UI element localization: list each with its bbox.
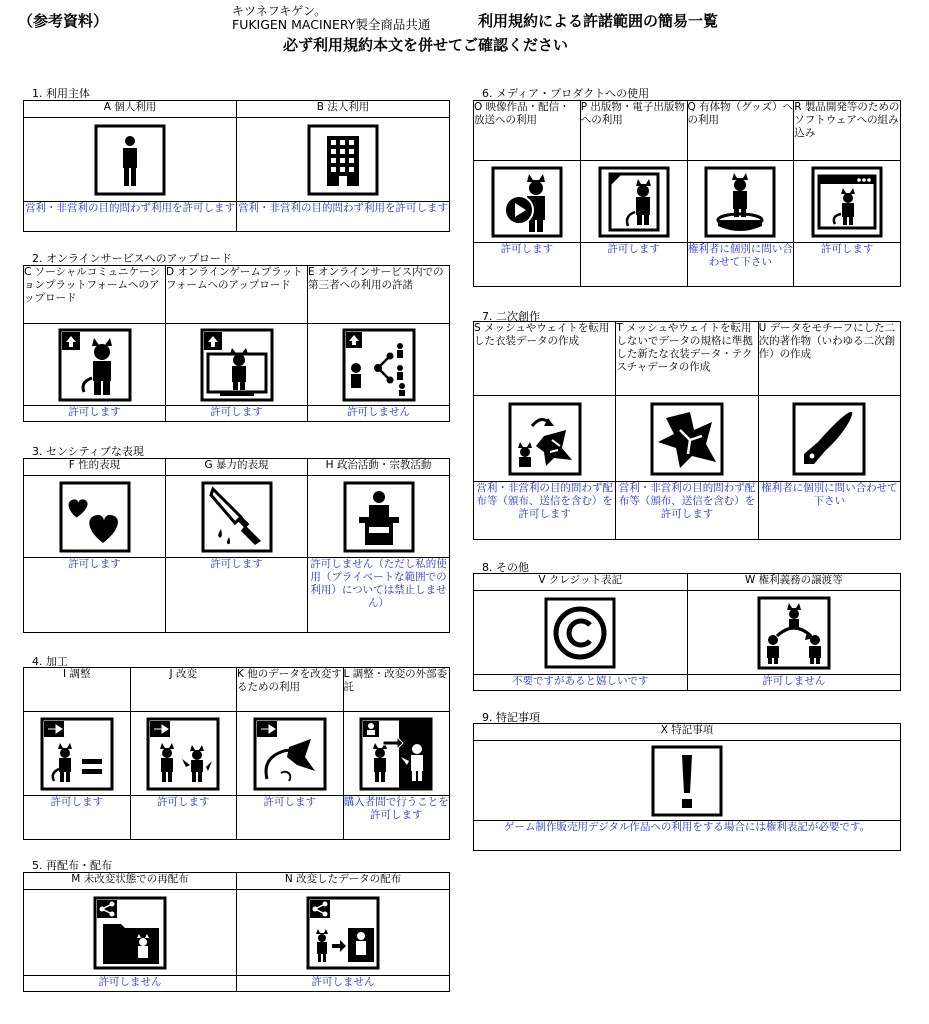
section-table-usage-subject xyxy=(23,100,450,232)
item-label-k: K 他のデータを改変するための利用 xyxy=(237,668,344,712)
brand-name-kana: キツネフキゲン。 xyxy=(232,4,327,18)
figure-icon xyxy=(704,166,776,238)
item-answer-d: 許可します xyxy=(166,406,308,422)
item-answer-b: 営利・非営利の目的問わず利用を許可します xyxy=(237,202,450,232)
item-answer-a: 営利・非営利の目的問わず利用を許可します xyxy=(24,202,237,232)
item-answer-r: 許可します xyxy=(794,243,901,287)
section-heading-derivative: 7. 二次創作 xyxy=(482,310,540,323)
item-label-x: X 特記事項 xyxy=(474,724,901,741)
item-label-h: H 政治活動・宗教活動 xyxy=(308,459,450,476)
section-heading-online-upload: 2. オンラインサービスへのアップロード xyxy=(32,252,232,265)
page-title: 利用規約による許諾範囲の簡易一覧 xyxy=(478,12,719,30)
item-answer-o: 許可します xyxy=(474,243,581,287)
item-label-w: W 権利義務の譲渡等 xyxy=(687,574,901,591)
item-answer-t: 営利・非営利の目的問わず配布等（頒布、送信を含む）を許可します xyxy=(616,482,758,540)
hearts-icon xyxy=(59,481,131,553)
knife-icon xyxy=(201,481,273,553)
item-answer-e: 許可しません xyxy=(308,406,450,422)
item-label-t: T メッシュやウェイトを転用しないでデータの規格に準拠した新たな衣装データ・テクスチャデータの作成 xyxy=(616,322,758,396)
item-answer-q: 権利者に個別に問い合わせて下さい xyxy=(687,243,794,287)
item-label-g: G 暴力的表現 xyxy=(166,459,308,476)
item-label-m: M 未改変状態での再配布 xyxy=(24,873,237,890)
section-heading-other: 8. その他 xyxy=(482,561,529,574)
podium-icon xyxy=(343,481,415,553)
section-table-processing xyxy=(23,667,450,840)
section-table-redistribution xyxy=(23,872,450,992)
item-answer-n: 許可しません xyxy=(237,976,450,992)
mesh-transfer-icon xyxy=(508,402,582,476)
building-icon xyxy=(307,124,379,196)
section-table-sensitive xyxy=(23,458,450,633)
item-answer-g: 許可します xyxy=(166,558,308,633)
upload-game-icon xyxy=(200,328,274,402)
section-table-online-upload xyxy=(23,265,450,422)
brand-block xyxy=(232,4,430,32)
item-answer-s: 営利・非営利の目的問わず配布等（頒布、送信を含む）を許可します xyxy=(474,482,616,540)
section-heading-special-notes: 9. 特記事項 xyxy=(482,711,540,724)
item-label-i: I 調整 xyxy=(24,668,131,712)
item-label-p: P 出版物・電子出版物への利用 xyxy=(580,101,687,161)
page-subtitle: 必ず利用規約本文を併せてご確認ください xyxy=(283,36,569,54)
section-table-media xyxy=(473,100,901,287)
item-label-j: J 改変 xyxy=(130,668,237,712)
outsource-icon xyxy=(359,717,433,791)
section-table-other xyxy=(473,573,901,691)
video-icon xyxy=(491,166,563,238)
item-label-l: L 調整・改変の外部委託 xyxy=(343,668,450,712)
copyright-icon xyxy=(544,597,616,669)
section-heading-processing: 4. 加工 xyxy=(32,655,68,668)
item-label-o: O 映像作品・配信・放送への利用 xyxy=(474,101,581,161)
brand-scope: FUKIGEN MACINERY製全商品共通 xyxy=(232,17,431,32)
software-icon xyxy=(811,166,883,238)
section-heading-media: 6. メディア・プロダクトへの使用 xyxy=(482,87,650,100)
reference-label: （参考資料） xyxy=(18,12,109,30)
section-heading-sensitive: 3. センシティブな表現 xyxy=(32,445,144,458)
item-answer-j: 許可します xyxy=(130,796,237,840)
modify-icon xyxy=(146,717,220,791)
pen-icon xyxy=(792,402,866,476)
item-answer-x: ゲーム制作販売用デジタル作品への利用をする場合には権利表記が必要です。 xyxy=(474,821,901,851)
item-label-r: R 製品開発等のためのソフトウェアへの組み込み xyxy=(794,101,901,161)
section-table-derivative xyxy=(473,321,901,540)
item-label-d: D オンラインゲームプラットフォームへのアップロード xyxy=(166,266,308,324)
item-answer-p: 許可します xyxy=(580,243,687,287)
item-label-a: A 個人利用 xyxy=(24,101,237,118)
item-label-b: B 法人利用 xyxy=(237,101,450,118)
item-label-e: E オンラインサービス内での第三者への利用の許諾 xyxy=(308,266,450,324)
exclamation-icon xyxy=(651,745,723,817)
section-table-special-notes xyxy=(473,723,901,851)
new-costume-icon xyxy=(650,402,724,476)
item-label-c: C ソーシャルコミュニケーションプラットフォームへのアップロード xyxy=(24,266,166,324)
item-label-u: U データをモチーフにした二次的著作物（いわゆる二次創作）の作成 xyxy=(758,322,900,396)
person-icon xyxy=(94,124,166,196)
adjust-icon xyxy=(40,717,114,791)
item-answer-i: 許可します xyxy=(24,796,131,840)
derive-icon xyxy=(253,717,327,791)
item-label-q: Q 有体物（グッズ）への利用 xyxy=(687,101,794,161)
item-answer-l: 購入者間で行うことを許可します xyxy=(343,796,450,840)
item-label-s: S メッシュやウェイトを転用した衣装データの作成 xyxy=(474,322,616,396)
share-third-party-icon xyxy=(342,328,416,402)
section-heading-usage-subject: 1. 利用主体 xyxy=(32,87,90,100)
redistribute-modified-icon xyxy=(306,896,380,970)
upload-avatar-icon xyxy=(58,328,132,402)
item-answer-f: 許可します xyxy=(24,558,166,633)
item-answer-v: 不要ですがあると嬉しいです xyxy=(474,675,688,691)
item-answer-u: 権利者に個別に問い合わせて下さい xyxy=(758,482,900,540)
section-heading-redistribution: 5. 再配布・配布 xyxy=(32,859,112,872)
item-answer-m: 許可しません xyxy=(24,976,237,992)
item-answer-w: 許可しません xyxy=(687,675,901,691)
publication-icon xyxy=(598,166,670,238)
transfer-icon xyxy=(757,596,831,670)
item-label-v: V クレジット表記 xyxy=(474,574,688,591)
item-answer-c: 許可します xyxy=(24,406,166,422)
redistribute-folder-icon xyxy=(93,896,167,970)
item-label-f: F 性的表現 xyxy=(24,459,166,476)
item-answer-h: 許可しません（ただし私的使用（プライベートな範囲での利用）については禁止しません） xyxy=(308,558,450,633)
item-label-n: N 改変したデータの配布 xyxy=(237,873,450,890)
item-answer-k: 許可します xyxy=(237,796,344,840)
